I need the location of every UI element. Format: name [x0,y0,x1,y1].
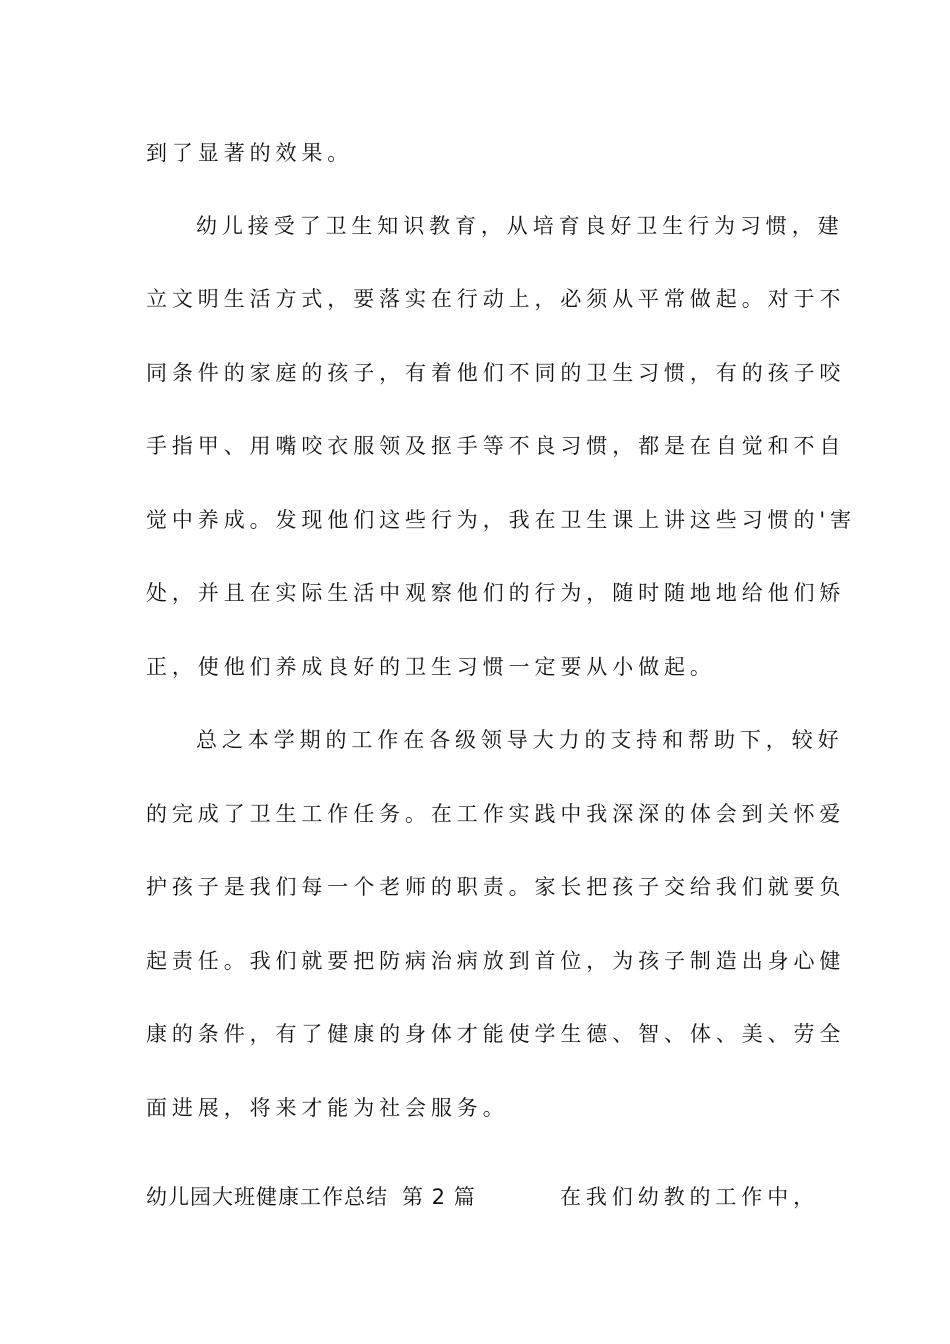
paragraph-line: 康的条件，有了健康的身体才能使学生德、智、体、美、劳全 [146,1022,846,1046]
section-part-number: 第 2 篇 [402,1185,476,1209]
paragraph-line: 立文明生活方式，要落实在行动上，必须从平常做起。对于不 [146,287,846,311]
paragraph-line: 处，并且在实际生活中观察他们的行为，随时随地地给他们矫 [146,581,846,605]
paragraph-line: 同条件的家庭的孩子，有着他们不同的卫生习惯，有的孩子咬 [146,361,846,385]
section-heading-line [146,1177,819,1217]
paragraph-line: 手指甲、用嘴咬衣服领及抠手等不良习惯，都是在自觉和不自 [146,434,846,458]
paragraph-line: 起责任。我们就要把防病治病放到首位，为孩子制造出身心健 [146,949,846,973]
paragraph-line: 幼儿接受了卫生知识教育，从培育良好卫生行为习惯，建 [196,214,844,238]
section-title: 幼儿园大班健康工作总结 [146,1185,388,1209]
paragraph-line: 的完成了卫生工作任务。在工作实践中我深深的体会到关怀爱 [146,802,846,826]
paragraph-line: 到了显著的效果。 [146,141,354,165]
paragraph-line: 面进展，将来才能为社会服务。 [146,1096,509,1120]
paragraph-line: 正，使他们养成良好的卫生习惯一定要从小做起。 [146,655,716,679]
paragraph-line: 觉中养成。发现他们这些行为，我在卫生课上讲这些习惯的'害 [146,508,856,532]
section-opening-text: 在我们幼教的工作中， [560,1185,819,1209]
paragraph-line: 总之本学期的工作在各级领导大力的支持和帮助下，较好 [196,728,844,752]
paragraph-line: 护孩子是我们每一个老师的职责。家长把孩子交给我们就要负 [146,875,846,899]
